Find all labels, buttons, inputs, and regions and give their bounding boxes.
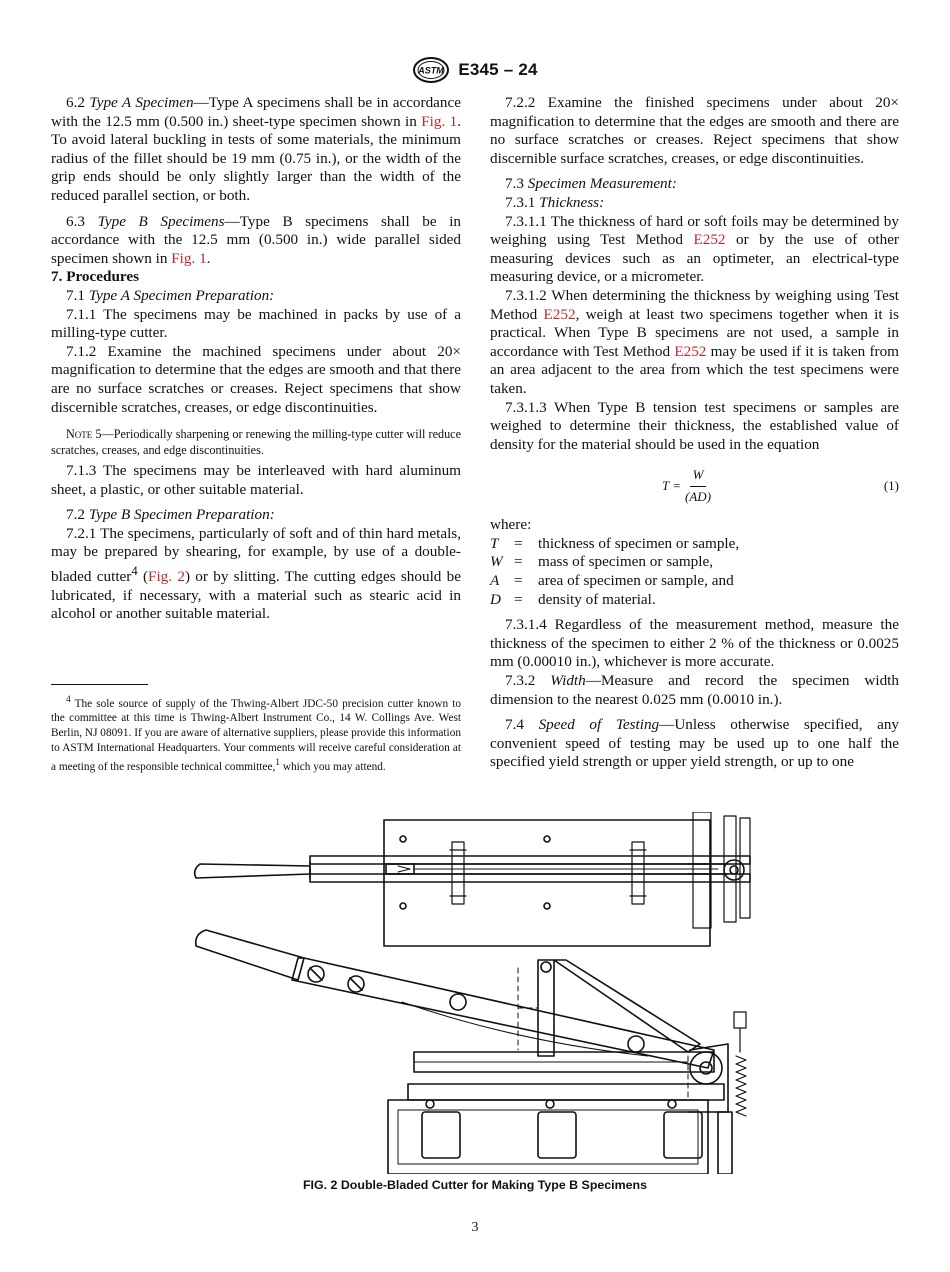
footnote-ref[interactable]: 4 bbox=[131, 564, 138, 579]
section-heading-procedures: 7. Procedures bbox=[51, 268, 140, 286]
paragraph-7-2-1: 7.2.1 The specimens, particularly of soft and of thin hard metals, may be prepared by shearing, for example, by use of a double-bladed cutter$^4$ (Fig. 2) or by slitting. The cutting edges should be lubricated, if necessary, with a material such as stearic acid in alcohol or another suitable material. bbox=[51, 524, 462, 623]
paragraph-7-1-2: 7.1.2 Examine the machined specimens under about 20× magnification to determine that the edges are smooth and that there are no surface scratches or creases. Reject specimens that show discernible scratches, creases, or edge discontinuities. bbox=[51, 342, 461, 416]
paragraph-7-3-1: 7.3.1 Thickness: bbox=[505, 193, 605, 211]
paragraph-7-1: 7.1 Type A Specimen Preparation: bbox=[66, 286, 275, 304]
document-id: E345 – 24 bbox=[458, 60, 538, 79]
equation-1: T = $\frac{W}{(AD)}$ (1) bbox=[662, 467, 899, 504]
paragraph-7-3-1-3: 7.3.1.3 When Type B tension test specimens or samples are weighed to determine their thickness, the established value of density for the material should be used in the equation bbox=[490, 398, 899, 453]
paragraph-6-2: 6.2 Type A Specimen—Type A specimens shall be in accordance with the 12.5 mm (0.500 in.) sheet-type specimen shown in Fig. 1. To avoid lateral buckling in tests of some materials, the minimum radius of the fillet should be 19 mm (0.75 in.), or the width of the grip ends should be only slightly larger than the width of the reduced parallel section, or both. bbox=[51, 94, 461, 204]
side-view bbox=[196, 930, 746, 1174]
variable-row: T = thickness of specimen or sample, bbox=[490, 534, 740, 552]
top-view bbox=[195, 812, 750, 946]
paragraph-7-2-2: 7.2.2 Examine the finished specimens under about 20× magnification to determine that the edges are smooth and there are no surface scratches or creases. Reject specimens that show discernible surface scratches, creases, or edge discontinuities. bbox=[490, 94, 899, 167]
e252-link[interactable]: E252 bbox=[543, 305, 576, 323]
paragraph-7-2: 7.2 Type B Specimen Preparation: bbox=[66, 506, 275, 524]
equation-number: (1) bbox=[883, 477, 899, 493]
note-5: Note 5—Periodically sharpening or renewing the milling-type cutter will reduce scratches, creases, and edge discontinuities. bbox=[51, 427, 461, 457]
svg-text:ASTM: ASTM bbox=[418, 65, 445, 76]
cutter-drawing-figure bbox=[188, 812, 764, 1174]
variable-definitions bbox=[490, 535, 899, 609]
e252-link[interactable]: E252 bbox=[674, 342, 707, 360]
fig1-link[interactable]: Fig. 1 bbox=[421, 112, 458, 130]
figure-caption: FIG. 2 Double-Bladed Cutter for Making Type B Specimens bbox=[302, 1178, 647, 1192]
paragraph-7-1-3: 7.1.3 The specimens may be interleaved with hard aluminum sheet, a plastic, or other suitable material. bbox=[51, 462, 461, 498]
right-column bbox=[490, 94, 899, 772]
page-header bbox=[0, 56, 950, 84]
paragraph-7-3-2: 7.3.2 Width—Measure and record the specimen width dimension to the nearest 0.025 mm (0.0010 in.). bbox=[490, 672, 899, 708]
paragraph-7-3-1-1: 7.3.1.1 The thickness of hard or soft foils may be determined by weighing using Test Method E252 or by the use of other measuring devices such as an optimeter, an electrical-type measuring device, or a micrometer. bbox=[490, 212, 899, 286]
where-label: where: bbox=[490, 516, 532, 534]
footnote-divider bbox=[51, 684, 148, 685]
paragraph-7-3-1-4: 7.3.1.4 Regardless of the measurement method, measure the thickness of the specimen to either 2 % of the thickness or 0.0025 mm (0.00010 in.), whichever is more accurate. bbox=[490, 616, 899, 671]
fig1-link[interactable]: Fig. 1 bbox=[171, 249, 207, 267]
paragraph-6-3: 6.3 Type B Specimens—Type B specimens shall be in accordance with the 12.5 mm (0.500 in.) wide parallel sided specimen shown in Fig. 1. bbox=[51, 212, 462, 267]
footnote-4: $^4$ The sole source of supply of the Thwing-Albert JDC-50 precision cutter known to the committee at this time is Thwing-Albert Instrument Co., 14 W. Collings Ave. West Berlin, NJ 08091. If you are aware of alternative suppliers, please provide this information to ASTM International Headquarters. Your comments will receive careful consideration at a meeting of the responsible technical committee,$^1$ which you may attend. bbox=[51, 695, 461, 773]
astm-logo-icon bbox=[412, 57, 450, 83]
fig2-link[interactable]: Fig. 2 bbox=[148, 568, 185, 586]
left-column bbox=[51, 94, 461, 624]
paragraph-7-3-1-2: 7.3.1.2 When determining the thickness by weighing using Test Method E252, weigh at least two specimens together when it is practical. When Type B specimens are not used, a sample in accordance with Test Method E252 may be used if it is taken from an area adjacent to the area from which the test specimens were taken. bbox=[490, 286, 900, 397]
variable-row: D = density of material. bbox=[490, 590, 656, 608]
variable-row: A = area of specimen or sample, and bbox=[490, 572, 734, 590]
page-number: 3 bbox=[471, 1220, 479, 1235]
e252-link[interactable]: E252 bbox=[693, 231, 726, 249]
paragraph-7-1-1: 7.1.1 The specimens may be machined in packs by use of a milling-type cutter. bbox=[51, 305, 461, 342]
variable-row: W = mass of specimen or sample, bbox=[490, 553, 714, 571]
paragraph-7-3: 7.3 Specimen Measurement: bbox=[505, 175, 677, 193]
paragraph-7-4: 7.4 Speed of Testing—Unless otherwise specified, any convenient speed of testing may be used up to one half the specified yield strength or upper yield strength, or up to one bbox=[490, 716, 900, 771]
